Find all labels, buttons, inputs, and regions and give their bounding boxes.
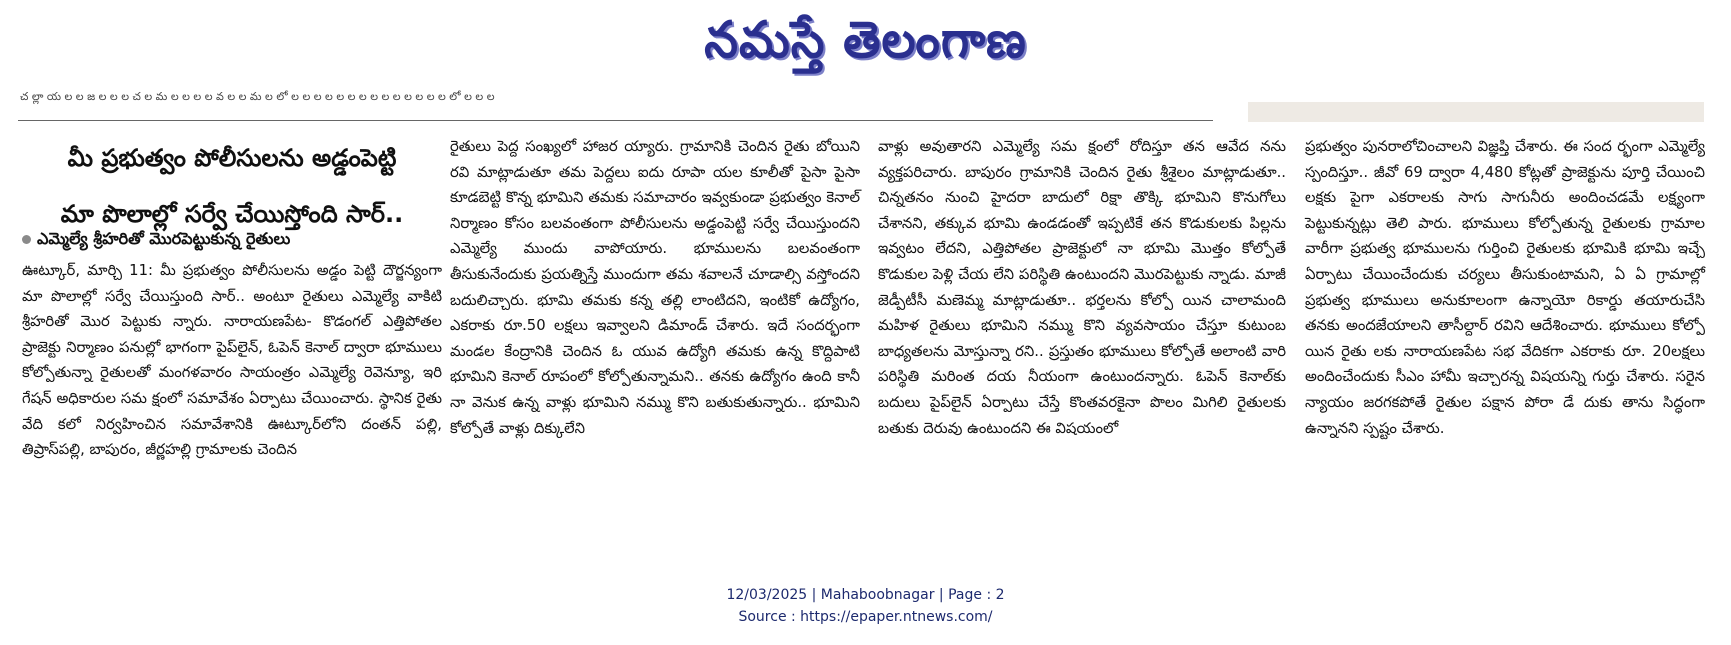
headline-line-1: మీ ప్రభుత్వం పోలీసులను అడ్డంపెట్టి: [67, 144, 397, 172]
subhead-text: ఎమ్మెల్యే శ్రీహరితో మొరపెట్టుకున్న రైతులు: [37, 229, 291, 248]
article-subhead: [22, 228, 442, 250]
newspaper-logo: నమస్తే తెలంగాణ: [704, 10, 1027, 70]
article-column-4: [1305, 134, 1705, 441]
gray-band: [1248, 102, 1704, 122]
column-3-text: వాళ్లు అవుతారని ఎమ్మెల్యే సమ క్షంలో రోదిస్తూ తన ఆవేద నను వ్యక్తపరిచారు. బాపురం గ్రామానికి చెందిన రైతు శ్రీశైలం మాట్లాడుతూ.. చిన్నతనం నుంచి హైదరా బాదులో రిక్షా తొక్కి భూమిని కొనుగోలు చేశానని, తక్కువ భూమి ఉండడంతో ఇప్పటికే తన కొడుకులకు పిల్లను ఇవ్వటం లేదని, ఎత్తిపోతల ప్రాజెక్టులో నా భూమి మొత్తం కోల్పోతే కొడుకుల పెళ్లి చేయ లేని పరిస్థితి ఉంటుందని మొరపెట్టుకు న్నాడు. మాజీ జెడ్పీటీసీ మణెమ్మ మాట్లాడుతూ.. భర్తలను కోల్పో యిన చాలామంది మహిళ రైతులు భూమిని నమ్ము కొని వ్యవసాయం చేస్తూ కుటుంబ బాధ్యతలను మోస్తున్నా రని.. ప్రస్తుతం భూములు కోల్పోతే అలాంటి వారి పరిస్థితి మరింత దయ నీయంగా ఉంటుందన్నారు. ఓపెన్ కెనాల్‌కు బదులు పైప్‌లైన్ ఏర్పాటు చేస్తే కొంతవరకైనా పొలం మిగిలి రైతులకు బతుకు దెరువు ఉంటుందని ఈ విషయంలో: [878, 138, 1286, 437]
cut-off-text-strip: చ ల్లా య ల ల జ ల ల ల చ ల మ ల ల ల ల వ ల ల మ ల లో ల ల ల ల ల ల ల ల ల ల ల ల ల ల లో ల ల ల: [20, 90, 495, 103]
bullet-icon: [22, 235, 31, 244]
headline-line-2: మా పొలాల్లో సర్వే చేయిస్తోంది సార్..: [60, 200, 404, 228]
article-column-2: [450, 134, 860, 441]
article-column-3: [878, 134, 1286, 441]
article-column-1: [22, 258, 442, 463]
masthead: [0, 4, 1731, 76]
footer-date-edition: 12/03/2025 | Mahaboobnagar | Page : 2: [726, 587, 1005, 603]
column-1-text: ఊట్కూర్, మార్చి 11: మీ ప్రభుత్వం పోలీసులను అడ్డం పెట్టి దౌర్జన్యంగా మా పొలాల్లో సర్వే చేయిస్తుంది సార్.. అంటూ రైతులు ఎమ్మెల్యే వాకిటి శ్రీహరితో మొర పెట్టుకు న్నారు. నారాయణపేట- కొడంగల్ ఎత్తిపోతల ప్రాజెక్టు నిర్మాణం పనుల్లో భాగంగా పైప్‌లైన్, ఓపెన్ కెనాల్ ద్వారా భూములు కోల్పోతున్నా రైతులతో మంగళవారం సాయంత్రం ఎమ్మెల్యే రెవెన్యూ, ఇరి గేషన్ అధికారుల సమ క్షంలో సమావేశం ఏర్పాటు చేయించారు. స్థానిక రైతు వేది కలో నిర్వహించిన సమావేశానికి ఊట్కూర్‌లోని దంతన్ పల్లి, తిప్రాస్‌పల్లి, బాపురం, జీర్ణహల్లి గ్రామాలకు చెందిన: [22, 262, 442, 459]
column-2-text: రైతులు పెద్ద సంఖ్యలో హాజర య్యారు. గ్రామానికి చెందిన రైతు బోయిని రవి మాట్లాడుతూ తమ పెద్దలు ఐదు రూపా యల కూలీతో పైసా పైసా కూడబెట్టి కొన్న భూమిని తమకు సమాచారం ఇవ్వకుండా ప్రభుత్వం కెనాల్ నిర్మాణం కోసం బలవంతంగా పోలీసులను అడ్డంపెట్టి సర్వే చేయిస్తుందని ఎమ్మెల్యే ముందు వాపోయారు. భూములను బలవంతంగా తీసుకునేందుకు ప్రయత్నిస్తే ముందుగా తమ శవాలనే చూడాల్సి వస్తోందని బదులిచ్చారు. భూమి తమకు కన్న తల్లి లాంటిదని, ఇంటికో ఉద్యోగం, ఎకరాకు రూ.50 లక్షలు ఇవ్వాలని డిమాండ్ చేశారు. ఇదే సందర్భంగా మండల కేంద్రానికి చెందిన ఓ యువ ఉద్యోగి తమకు ఉన్న కొద్దిపాటి భూమిని కెనాల్ రూపంలో కోల్పోతున్నామని.. తనకు ఉద్యోగం ఉంది కానీ నా వెనుక ఉన్న వాళ్లు భూమిని నమ్ము కొని బతుకుతున్నారు.. భూమిని కోల్పోతే వాళ్లు దిక్కులేని: [450, 138, 860, 437]
column-4-text: ప్రభుత్వం పునరాలోచించాలని విజ్ఞప్తి చేశారు. ఈ సంద ర్భంగా ఎమ్మెల్యే స్పందిస్తూ.. జీవో 69 ద్వారా 4,480 కోట్లతో ప్రాజెక్టును పూర్తి చేయించి లక్షకు పైగా ఎకరాలకు సాగు సాగునీరు అందించడమే లక్ష్యంగా పెట్టుకున్నట్లు తెలి పారు. భూములు కోల్పోతున్న రైతులకు గ్రామాల వారీగా ప్రభుత్వ భూములను గుర్తించి రైతులకు భూమికి భూమి ఇచ్చే ఏర్పాటు చేయించేందుకు చర్యలు తీసుకుంటామని, ఏ ఏ గ్రామాల్లో ప్రభుత్వ భూములు అనుకూలంగా ఉన్నాయో రికార్డు తయారుచేసి తనకు అందజేయాలని తాసీల్దార్ రవిని ఆదేశించారు. భూములు కోల్పో యిన రైతు లకు నారాయణపేట సభ వేదికగా ఎకరాకు రూ. 20లక్షలు అందించేందుకు సీఎం హామీ ఇచ్చారన్న విషయన్ని గుర్తు చేశారు. సరైన న్యాయం జరగకపోతే రైతుల పక్షాన పోరా డే దుకు తాను సిద్ధంగా ఉన్నానని స్పష్టం చేశారు.: [1305, 138, 1705, 437]
divider: [18, 120, 1213, 121]
article-headline: [22, 130, 442, 242]
footer-source: Source : https://epaper.ntnews.com/: [738, 609, 993, 625]
